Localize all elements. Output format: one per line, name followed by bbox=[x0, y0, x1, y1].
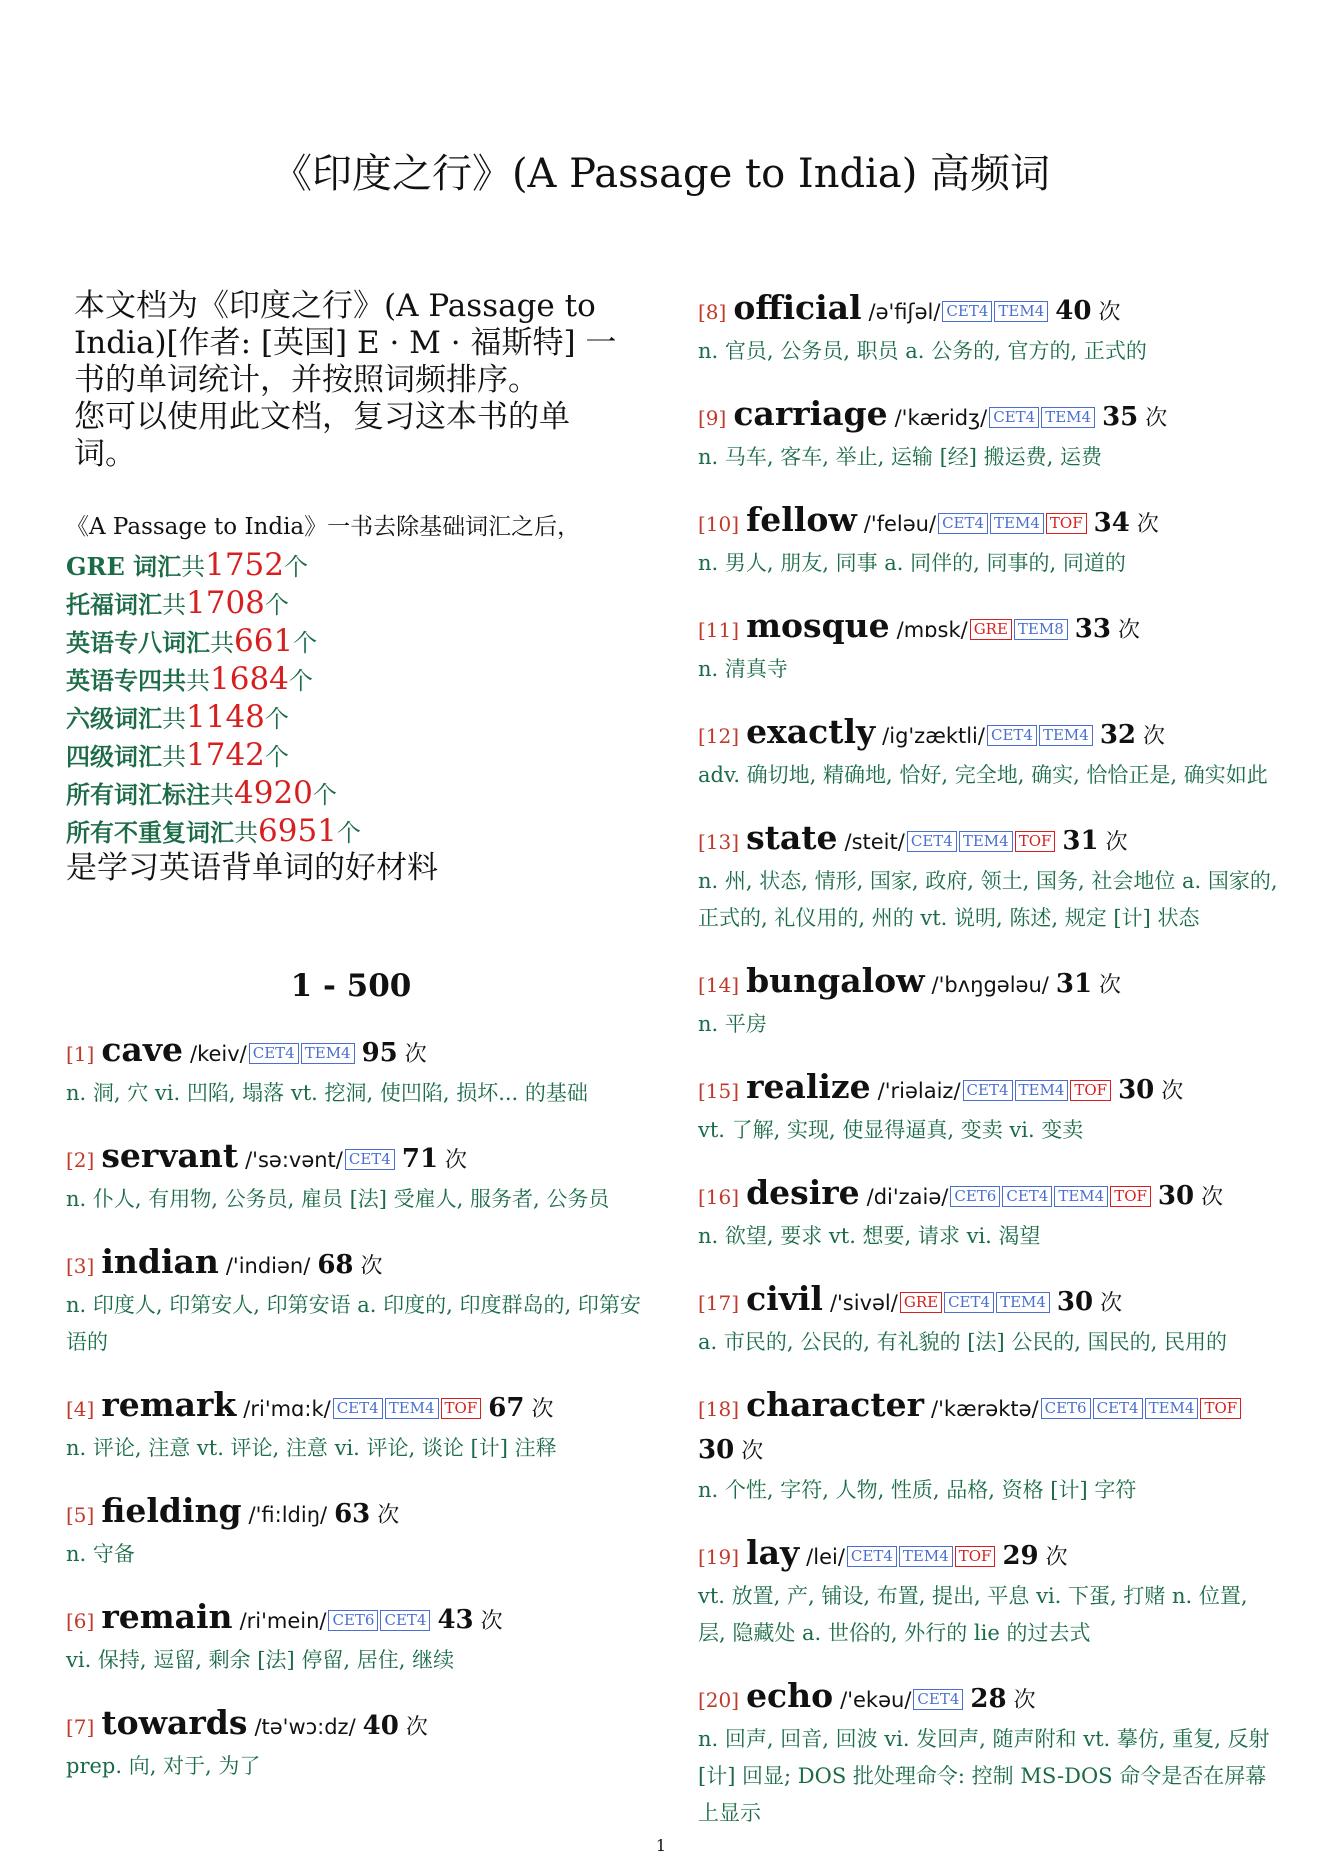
entry-definition: n. 守备 bbox=[66, 1542, 135, 1566]
entry-definition: vt. 了解, 实现, 使显得逼真, 变卖 vi. 变卖 bbox=[698, 1118, 1084, 1142]
entry-count: 63 bbox=[334, 1499, 371, 1529]
entry-head bbox=[698, 712, 1278, 757]
count-suffix: 次 bbox=[1145, 406, 1168, 431]
stat-unit: 个 bbox=[264, 743, 289, 771]
level-tag: TOF bbox=[1015, 831, 1056, 852]
entry-head bbox=[698, 606, 1278, 651]
entry-phonetic: /'kæridʒ/ bbox=[894, 406, 988, 430]
entry-definition: n. 洞, 穴 vi. 凹陷, 塌落 vt. 挖洞, 使凹陷, 损坏... 的基础 bbox=[66, 1081, 588, 1105]
level-tag: GRE bbox=[900, 1292, 942, 1313]
word-entry bbox=[66, 1703, 646, 1785]
stat-label: 所有不重复词汇 bbox=[66, 818, 234, 847]
stat-gong: 共 bbox=[162, 591, 186, 619]
word-entry bbox=[698, 288, 1278, 370]
entry-word: carriage bbox=[733, 394, 888, 433]
count-suffix: 次 bbox=[741, 1439, 764, 1464]
level-tag: TEM4 bbox=[899, 1546, 953, 1567]
entry-word: mosque bbox=[746, 606, 890, 645]
count-suffix: 次 bbox=[1045, 1545, 1068, 1570]
stat-line bbox=[66, 737, 646, 775]
entry-index: [13] bbox=[698, 830, 740, 854]
entry-index: [14] bbox=[698, 973, 740, 997]
stat-line bbox=[66, 585, 646, 623]
entry-phonetic: /steit/ bbox=[844, 830, 905, 854]
range-heading: 1 - 500 bbox=[290, 968, 412, 1004]
level-tag: TEM4 bbox=[996, 1292, 1050, 1313]
level-tag: CET4 bbox=[380, 1610, 430, 1631]
entry-head bbox=[66, 1030, 646, 1075]
entry-word: remain bbox=[101, 1597, 233, 1636]
word-entry bbox=[698, 1533, 1278, 1652]
entry-count: 34 bbox=[1093, 508, 1130, 538]
stat-gong: 共 bbox=[162, 705, 186, 733]
entry-count: 67 bbox=[488, 1393, 525, 1423]
stat-unit: 个 bbox=[293, 629, 318, 657]
word-entry bbox=[698, 818, 1278, 937]
level-tag: TEM4 bbox=[301, 1043, 355, 1064]
count-suffix: 次 bbox=[1136, 512, 1159, 537]
stat-label: 六级词汇 bbox=[66, 704, 162, 733]
level-tag: CET4 bbox=[907, 831, 957, 852]
count-suffix: 次 bbox=[377, 1503, 400, 1528]
level-tag: TOF bbox=[1110, 1186, 1151, 1207]
stat-line bbox=[66, 623, 646, 661]
entry-count: 30 bbox=[1157, 1181, 1195, 1211]
count-suffix: 次 bbox=[404, 1042, 427, 1067]
intro-section bbox=[66, 288, 646, 885]
intro-line: 您可以使用此文档，复习这本书的单 bbox=[74, 399, 570, 435]
entry-head bbox=[66, 1597, 646, 1642]
entry-definition: n. 仆人, 有用物, 公务员, 雇员 [法] 受雇人, 服务者, 公务员 bbox=[66, 1187, 610, 1211]
entry-index: [5] bbox=[66, 1503, 95, 1527]
level-tag: TEM4 bbox=[1054, 1186, 1108, 1207]
level-tag: CET4 bbox=[987, 725, 1037, 746]
stat-gong: 共 bbox=[181, 553, 206, 581]
entry-word: towards bbox=[101, 1703, 248, 1742]
entry-phonetic: /'indiən/ bbox=[225, 1254, 311, 1278]
entry-word: realize bbox=[746, 1067, 871, 1106]
stat-gong: 共 bbox=[210, 781, 234, 809]
entry-word: civil bbox=[746, 1279, 823, 1318]
intro-text bbox=[66, 288, 646, 473]
count-suffix: 次 bbox=[445, 1148, 468, 1173]
entry-count: 28 bbox=[970, 1684, 1007, 1714]
count-suffix: 次 bbox=[1098, 300, 1121, 325]
word-list-left bbox=[66, 1030, 646, 1809]
level-tag: CET4 bbox=[913, 1689, 963, 1710]
entry-count: 95 bbox=[361, 1038, 398, 1068]
count-suffix: 次 bbox=[1100, 1291, 1123, 1316]
stat-value: 4920 bbox=[234, 775, 313, 811]
entry-word: fielding bbox=[101, 1491, 242, 1530]
entry-definition: n. 马车, 客车, 举止, 运输 [经] 搬运费, 运费 bbox=[698, 445, 1103, 469]
entry-head bbox=[698, 288, 1278, 333]
stat-label: 四级词汇 bbox=[66, 742, 162, 771]
stat-label: 英语专八词汇 bbox=[66, 628, 210, 657]
word-entry bbox=[698, 606, 1278, 688]
level-tag: TEM4 bbox=[1145, 1398, 1199, 1419]
entry-word: exactly bbox=[746, 712, 876, 751]
count-suffix: 次 bbox=[405, 1715, 428, 1740]
stat-unit: 个 bbox=[264, 705, 289, 733]
closing-line: 是学习英语背单词的好材料 bbox=[66, 850, 438, 886]
level-tag: TEM4 bbox=[1015, 1080, 1069, 1101]
level-tag: TOF bbox=[1046, 513, 1087, 534]
entry-head bbox=[66, 1136, 646, 1181]
level-tag: CET4 bbox=[963, 1080, 1013, 1101]
entry-word: indian bbox=[101, 1242, 219, 1281]
level-tag: CET4 bbox=[938, 513, 988, 534]
entry-count: 29 bbox=[1002, 1541, 1039, 1571]
level-tag: CET4 bbox=[249, 1043, 299, 1064]
entry-head bbox=[698, 961, 1278, 1006]
entry-count: 33 bbox=[1074, 614, 1111, 644]
level-tag: TOF bbox=[955, 1546, 996, 1567]
stat-value: 661 bbox=[234, 623, 294, 659]
entry-index: [6] bbox=[66, 1609, 95, 1633]
stat-line bbox=[66, 661, 646, 699]
level-tag: CET6 bbox=[950, 1186, 1000, 1207]
entry-phonetic: /'ekəu/ bbox=[840, 1688, 912, 1712]
stat-gong: 共 bbox=[234, 819, 258, 847]
stat-value: 1742 bbox=[186, 737, 265, 773]
entry-head bbox=[698, 1533, 1278, 1578]
count-suffix: 次 bbox=[360, 1254, 383, 1279]
entry-phonetic: /keiv/ bbox=[190, 1042, 247, 1066]
word-entry bbox=[66, 1242, 646, 1361]
stat-label: 所有词汇标注 bbox=[66, 780, 210, 809]
entry-count: 43 bbox=[437, 1605, 474, 1635]
entry-index: [7] bbox=[66, 1715, 95, 1739]
entry-phonetic: /tə'wɔ:dz/ bbox=[254, 1715, 356, 1739]
word-entry bbox=[66, 1136, 646, 1218]
entry-index: [4] bbox=[66, 1397, 95, 1421]
entry-head bbox=[66, 1491, 646, 1536]
level-tag: CET4 bbox=[1002, 1186, 1052, 1207]
entry-index: [17] bbox=[698, 1291, 740, 1315]
entry-definition: adv. 确切地, 精确地, 恰好, 完全地, 确实, 恰恰正是, 确实如此 bbox=[698, 763, 1268, 787]
entry-definition: n. 印度人, 印第安人, 印第安语 a. 印度的, 印度群岛的, 印第安语的 bbox=[66, 1293, 641, 1354]
word-entry bbox=[698, 712, 1278, 794]
entry-phonetic: /'sə:vənt/ bbox=[245, 1148, 343, 1172]
intro-line: 书的单词统计，并按照词频排序。 bbox=[74, 362, 539, 398]
entry-phonetic: /ri'mɑ:k/ bbox=[243, 1397, 331, 1421]
stat-unit: 个 bbox=[336, 819, 361, 847]
entry-phonetic: /'sivəl/ bbox=[829, 1291, 898, 1315]
entry-phonetic: /lei/ bbox=[806, 1545, 845, 1569]
level-tag: TOF bbox=[441, 1398, 482, 1419]
entry-index: [2] bbox=[66, 1148, 95, 1172]
count-suffix: 次 bbox=[1013, 1688, 1036, 1713]
entry-phonetic: /di'zaiə/ bbox=[866, 1185, 949, 1209]
stats-block bbox=[66, 509, 646, 885]
entry-count: 35 bbox=[1102, 402, 1139, 432]
count-suffix: 次 bbox=[1099, 973, 1122, 998]
level-tag: TOF bbox=[1070, 1080, 1111, 1101]
entry-index: [18] bbox=[698, 1397, 740, 1421]
word-entry bbox=[66, 1030, 646, 1112]
word-list-right bbox=[698, 288, 1278, 1856]
stat-value: 1148 bbox=[186, 699, 265, 735]
entry-definition: n. 评论, 注意 vt. 评论, 注意 vi. 评论, 谈论 [计] 注释 bbox=[66, 1436, 557, 1460]
count-suffix: 次 bbox=[480, 1609, 503, 1634]
entry-count: 71 bbox=[401, 1144, 439, 1174]
level-tag: TEM4 bbox=[959, 831, 1013, 852]
entry-count: 40 bbox=[362, 1711, 399, 1741]
entry-definition: n. 个性, 字符, 人物, 性质, 品格, 资格 [计] 字符 bbox=[698, 1478, 1137, 1502]
level-tag: CET6 bbox=[328, 1610, 378, 1631]
entry-head bbox=[698, 394, 1278, 439]
level-tag: TEM8 bbox=[1014, 619, 1068, 640]
word-entry bbox=[698, 961, 1278, 1043]
entry-word: character bbox=[746, 1385, 925, 1424]
entry-index: [15] bbox=[698, 1079, 740, 1103]
stat-unit: 个 bbox=[264, 591, 289, 619]
entry-word: state bbox=[746, 818, 838, 857]
entry-index: [12] bbox=[698, 724, 740, 748]
level-tag: TEM4 bbox=[1039, 725, 1093, 746]
level-tag: CET4 bbox=[333, 1398, 383, 1419]
entry-phonetic: /ri'mein/ bbox=[239, 1609, 327, 1633]
stat-gong: 共 bbox=[210, 629, 234, 657]
entry-count: 30 bbox=[698, 1435, 735, 1465]
entry-head bbox=[698, 1676, 1278, 1721]
count-suffix: 次 bbox=[531, 1397, 554, 1422]
entry-definition: n. 平房 bbox=[698, 1012, 767, 1036]
entry-phonetic: /'feləu/ bbox=[863, 512, 937, 536]
word-entry bbox=[698, 500, 1278, 582]
entry-index: [1] bbox=[66, 1042, 95, 1066]
entry-head bbox=[66, 1385, 646, 1430]
intro-line: 词。 bbox=[74, 436, 136, 472]
page-number: 1 bbox=[655, 1836, 667, 1855]
level-tag: TEM4 bbox=[994, 301, 1048, 322]
entry-word: servant bbox=[101, 1136, 239, 1175]
entry-phonetic: /'fi:ldiŋ/ bbox=[248, 1503, 328, 1527]
level-tag: CET6 bbox=[1041, 1398, 1091, 1419]
stat-line bbox=[66, 699, 646, 737]
entry-definition: vi. 保持, 逗留, 剩余 [法] 停留, 居住, 继续 bbox=[66, 1648, 455, 1672]
word-entry bbox=[698, 394, 1278, 476]
count-suffix: 次 bbox=[1201, 1185, 1224, 1210]
entry-definition: n. 男人, 朋友, 同事 a. 同伴的, 同事的, 同道的 bbox=[698, 551, 1126, 575]
entry-index: [8] bbox=[698, 300, 727, 324]
entry-index: [10] bbox=[698, 512, 740, 536]
entry-count: 40 bbox=[1055, 296, 1092, 326]
level-tag: CET4 bbox=[1093, 1398, 1143, 1419]
count-suffix: 次 bbox=[1161, 1079, 1184, 1104]
entry-index: [16] bbox=[698, 1185, 740, 1209]
stat-value: 6951 bbox=[258, 813, 337, 849]
entry-index: [20] bbox=[698, 1688, 740, 1712]
entry-definition: n. 回声, 回音, 回波 vi. 发回声, 随声附和 vt. 摹仿, 重复, 反射 [计] 回显; DOS 批处理命令: 控制 MS-DOS 命令是否在屏幕上显示 bbox=[698, 1727, 1270, 1825]
entry-phonetic: /ig'zæktli/ bbox=[882, 724, 985, 748]
stats-lead: 《A Passage to India》一书去除基础词汇之后， bbox=[66, 514, 581, 540]
entry-word: desire bbox=[746, 1173, 860, 1212]
entry-head bbox=[698, 1279, 1278, 1324]
word-entry bbox=[698, 1676, 1278, 1832]
level-tag: TEM4 bbox=[1041, 407, 1095, 428]
entry-definition: n. 清真寺 bbox=[698, 657, 788, 681]
stat-value: 1708 bbox=[186, 585, 265, 621]
level-tag: TEM4 bbox=[385, 1398, 439, 1419]
stat-label: 英语专四共 bbox=[66, 666, 186, 695]
entry-word: official bbox=[733, 288, 862, 327]
entry-word: echo bbox=[746, 1676, 834, 1715]
entry-definition: n. 州, 状态, 情形, 国家, 政府, 领土, 国务, 社会地位 a. 国家的, 正式的, 礼仪用的, 州的 vt. 说明, 陈述, 规定 [计] 状态 bbox=[698, 869, 1278, 930]
word-entry bbox=[698, 1173, 1278, 1255]
entry-head bbox=[698, 1385, 1278, 1472]
stat-unit: 个 bbox=[312, 781, 337, 809]
intro-line: 本文档为《印度之行》(A Passage to bbox=[74, 288, 596, 324]
word-entry bbox=[698, 1067, 1278, 1149]
level-tag: TOF bbox=[1200, 1398, 1241, 1419]
entry-count: 30 bbox=[1118, 1075, 1155, 1105]
word-entry bbox=[66, 1385, 646, 1467]
entry-word: fellow bbox=[746, 500, 857, 539]
entry-head bbox=[698, 500, 1278, 545]
entry-definition: a. 市民的, 公民的, 有礼貌的 [法] 公民的, 国民的, 民用的 bbox=[698, 1330, 1228, 1354]
stat-value: 1752 bbox=[205, 547, 284, 583]
entry-head bbox=[66, 1242, 646, 1287]
entry-index: [11] bbox=[698, 618, 740, 642]
stat-label: 托福词汇 bbox=[66, 590, 162, 619]
entry-definition: vt. 放置, 产, 铺设, 布置, 提出, 平息 vi. 下蛋, 打赌 n. 位置, 层, 隐藏处 a. 世俗的, 外行的 lie 的过去式 bbox=[698, 1584, 1248, 1645]
entry-word: lay bbox=[746, 1533, 800, 1572]
intro-line: India)[作者: [英国] E · M · 福斯特] 一 bbox=[74, 325, 617, 361]
level-tag: GRE bbox=[970, 619, 1012, 640]
stat-gong: 共 bbox=[162, 743, 186, 771]
word-entry bbox=[66, 1597, 646, 1679]
entry-phonetic: /'riəlaiz/ bbox=[877, 1079, 961, 1103]
entry-phonetic: /'kærəktə/ bbox=[931, 1397, 1039, 1421]
count-suffix: 次 bbox=[1105, 830, 1128, 855]
entry-count: 31 bbox=[1062, 826, 1099, 856]
entry-head bbox=[698, 1173, 1278, 1218]
level-tag: CET4 bbox=[989, 407, 1039, 428]
stats-list bbox=[66, 547, 646, 851]
entry-count: 32 bbox=[1099, 720, 1136, 750]
count-suffix: 次 bbox=[1117, 618, 1140, 643]
entry-definition: n. 欲望, 要求 vt. 想要, 请求 vi. 渴望 bbox=[698, 1224, 1041, 1248]
entry-head bbox=[698, 1067, 1278, 1112]
level-tag: CET4 bbox=[944, 1292, 994, 1313]
entry-phonetic: /'bʌŋgələu/ bbox=[931, 973, 1049, 997]
count-suffix: 次 bbox=[1143, 724, 1166, 749]
entry-definition: n. 官员, 公务员, 职员 a. 公务的, 官方的, 正式的 bbox=[698, 339, 1147, 363]
page-title: 《印度之行》(A Passage to India) 高频词 bbox=[271, 151, 1051, 197]
entry-head bbox=[66, 1703, 646, 1748]
entry-word: bungalow bbox=[746, 961, 925, 1000]
level-tag: CET4 bbox=[345, 1149, 395, 1170]
level-tag: CET4 bbox=[847, 1546, 897, 1567]
entry-head bbox=[698, 818, 1278, 863]
stat-line bbox=[66, 813, 646, 851]
entry-phonetic: /ə'fiʃəl/ bbox=[868, 300, 941, 324]
stat-unit: 个 bbox=[288, 667, 313, 695]
entry-index: [3] bbox=[66, 1254, 95, 1278]
stat-unit: 个 bbox=[284, 553, 308, 581]
entry-word: cave bbox=[101, 1030, 183, 1069]
level-tag: CET4 bbox=[942, 301, 992, 322]
entry-index: [9] bbox=[698, 406, 727, 430]
stat-line bbox=[66, 775, 646, 813]
entry-phonetic: /mɒsk/ bbox=[896, 618, 968, 642]
word-entry bbox=[698, 1385, 1278, 1509]
entry-count: 68 bbox=[317, 1250, 354, 1280]
stat-gong: 共 bbox=[186, 667, 210, 695]
stat-line bbox=[66, 547, 646, 585]
entry-definition: prep. 向, 对于, 为了 bbox=[66, 1754, 261, 1778]
entry-index: [19] bbox=[698, 1545, 740, 1569]
entry-word: remark bbox=[101, 1385, 237, 1424]
word-entry bbox=[66, 1491, 646, 1573]
level-tag: TEM4 bbox=[990, 513, 1044, 534]
entry-count: 30 bbox=[1056, 1287, 1094, 1317]
stat-label: GRE 词汇 bbox=[66, 552, 182, 581]
entry-count: 31 bbox=[1055, 969, 1093, 999]
word-entry bbox=[698, 1279, 1278, 1361]
stat-value: 1684 bbox=[210, 661, 289, 697]
